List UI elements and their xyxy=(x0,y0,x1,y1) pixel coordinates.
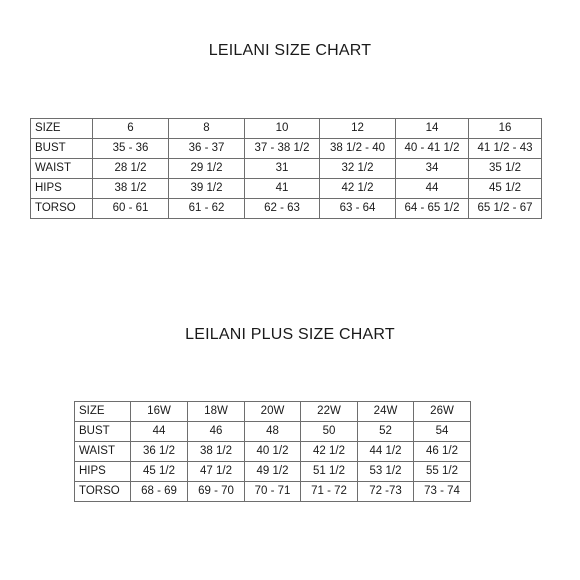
table-row xyxy=(75,442,471,462)
table-cell: 47 1/2 xyxy=(188,462,245,482)
table-cell: 35 - 36 xyxy=(93,139,169,159)
row-header-torso: TORSO xyxy=(75,482,131,502)
table-cell: 40 - 41 1/2 xyxy=(396,139,469,159)
table-cell: 48 xyxy=(245,422,301,442)
table-cell: 28 1/2 xyxy=(93,159,169,179)
table-cell: 12 xyxy=(320,119,396,139)
table-cell: 60 - 61 xyxy=(93,199,169,219)
row-header-hips: HIPS xyxy=(31,179,93,199)
table-cell: 42 1/2 xyxy=(301,442,358,462)
table-cell: 8 xyxy=(169,119,245,139)
table-cell: 70 - 71 xyxy=(245,482,301,502)
row-header-bust: BUST xyxy=(75,422,131,442)
table-cell: 42 1/2 xyxy=(320,179,396,199)
row-header-size: SIZE xyxy=(75,402,131,422)
table-cell: 38 1/2 xyxy=(93,179,169,199)
table-cell: 52 xyxy=(358,422,414,442)
table-cell: 40 1/2 xyxy=(245,442,301,462)
table-cell: 64 - 65 1/2 xyxy=(396,199,469,219)
table-cell: 31 xyxy=(245,159,320,179)
table-cell: 51 1/2 xyxy=(301,462,358,482)
table-cell: 41 1/2 - 43 xyxy=(469,139,542,159)
table-cell: 22W xyxy=(301,402,358,422)
row-header-waist: WAIST xyxy=(75,442,131,462)
table-cell: 18W xyxy=(188,402,245,422)
table-cell: 44 xyxy=(131,422,188,442)
table-cell: 14 xyxy=(396,119,469,139)
table-row xyxy=(75,462,471,482)
table-row xyxy=(75,402,471,422)
table-cell: 35 1/2 xyxy=(469,159,542,179)
table-cell: 36 - 37 xyxy=(169,139,245,159)
table-cell: 44 1/2 xyxy=(358,442,414,462)
table-cell: 61 - 62 xyxy=(169,199,245,219)
plus-size-chart-table xyxy=(74,401,471,502)
table-cell: 32 1/2 xyxy=(320,159,396,179)
table-cell: 10 xyxy=(245,119,320,139)
table-cell: 37 - 38 1/2 xyxy=(245,139,320,159)
table-cell: 38 1/2 - 40 xyxy=(320,139,396,159)
table-cell: 72 -73 xyxy=(358,482,414,502)
table-row xyxy=(75,422,471,442)
table-cell: 36 1/2 xyxy=(131,442,188,462)
table-cell: 45 1/2 xyxy=(469,179,542,199)
table-cell: 20W xyxy=(245,402,301,422)
table-cell: 62 - 63 xyxy=(245,199,320,219)
table-row xyxy=(75,482,471,502)
row-header-bust: BUST xyxy=(31,139,93,159)
table-cell: 69 - 70 xyxy=(188,482,245,502)
table-cell: 45 1/2 xyxy=(131,462,188,482)
table-cell: 55 1/2 xyxy=(414,462,471,482)
table-cell: 16W xyxy=(131,402,188,422)
size-chart-title: LEILANI SIZE CHART xyxy=(208,42,372,59)
table-cell: 73 - 74 xyxy=(414,482,471,502)
table-cell: 34 xyxy=(396,159,469,179)
table-cell: 49 1/2 xyxy=(245,462,301,482)
table-cell: 41 xyxy=(245,179,320,199)
table-cell: 71 - 72 xyxy=(301,482,358,502)
size-chart-table xyxy=(30,118,542,219)
table-row xyxy=(31,119,542,139)
table-cell: 6 xyxy=(93,119,169,139)
table-row xyxy=(31,139,542,159)
table-cell: 39 1/2 xyxy=(169,179,245,199)
table-cell: 54 xyxy=(414,422,471,442)
table-row xyxy=(31,159,542,179)
plus-size-chart-title: LEILANI PLUS SIZE CHART xyxy=(185,326,395,343)
table-cell: 16 xyxy=(469,119,542,139)
row-header-torso: TORSO xyxy=(31,199,93,219)
row-header-hips: HIPS xyxy=(75,462,131,482)
table-cell: 46 1/2 xyxy=(414,442,471,462)
row-header-size: SIZE xyxy=(31,119,93,139)
table-row xyxy=(31,199,542,219)
table-cell: 44 xyxy=(396,179,469,199)
table-cell: 65 1/2 - 67 xyxy=(469,199,542,219)
table-cell: 53 1/2 xyxy=(358,462,414,482)
table-cell: 46 xyxy=(188,422,245,442)
table-cell: 29 1/2 xyxy=(169,159,245,179)
table-cell: 26W xyxy=(414,402,471,422)
table-cell: 68 - 69 xyxy=(131,482,188,502)
table-cell: 24W xyxy=(358,402,414,422)
row-header-waist: WAIST xyxy=(31,159,93,179)
table-row xyxy=(31,179,542,199)
table-cell: 50 xyxy=(301,422,358,442)
table-cell: 63 - 64 xyxy=(320,199,396,219)
table-cell: 38 1/2 xyxy=(188,442,245,462)
